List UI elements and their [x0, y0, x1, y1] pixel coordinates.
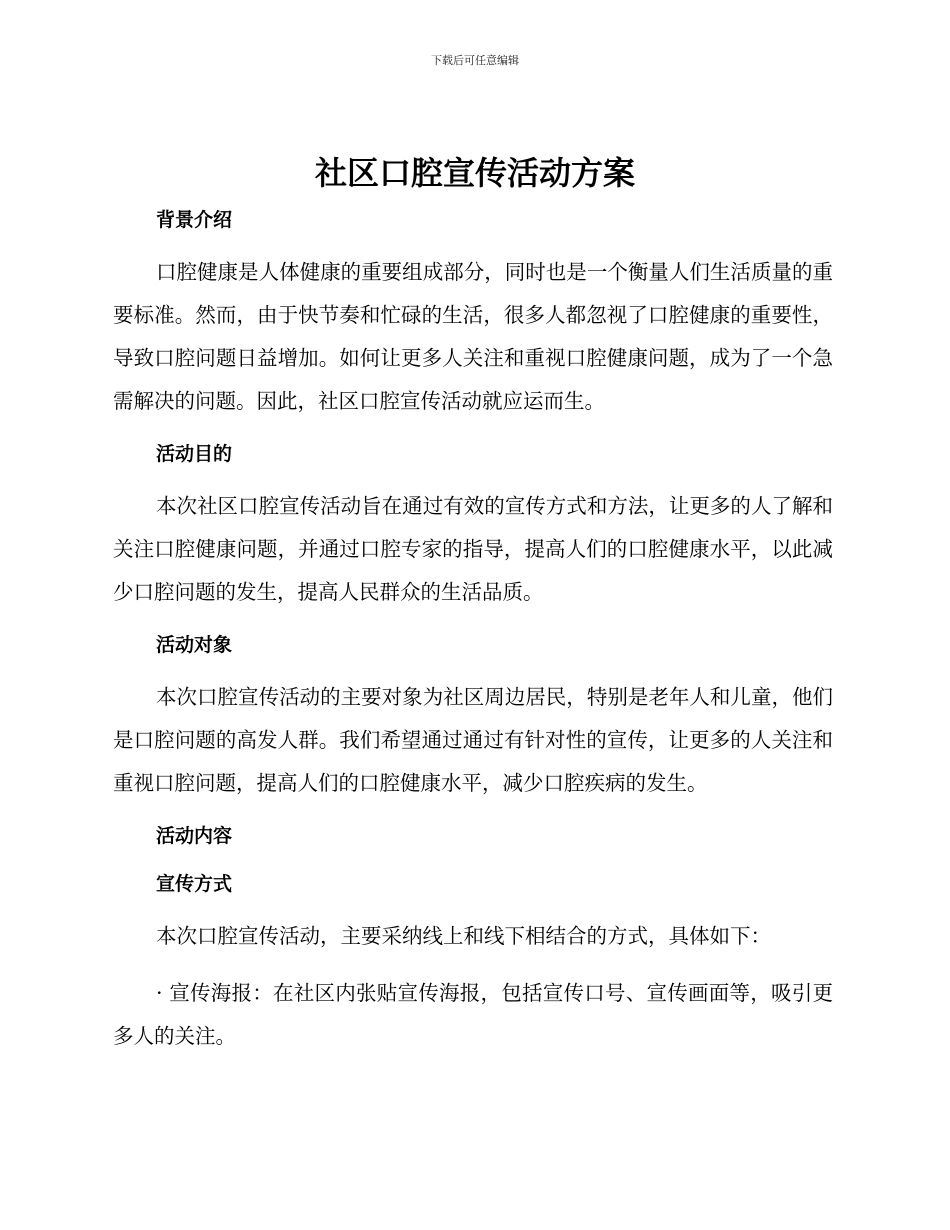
section-heading-audience: 活动对象 [156, 634, 233, 656]
section-heading-purpose: 活动目的 [156, 443, 233, 465]
section-heading-content: 活动内容 [156, 825, 233, 847]
section-heading-background: 背景介绍 [156, 209, 233, 231]
page-header-note: 下载后可任意编辑 [431, 54, 519, 67]
section-paragraph-purpose: 本次社区口腔宣传活动旨在通过有效的宣传方式和方法，让更多的人了解和关注口腔健康问题，并通过口腔专家的指导，提高人们的口腔健康水平，以此减少口腔问题的发生，提高人民群众的生活品质。 [113, 494, 833, 604]
section-paragraph-audience: 本次口腔宣传活动的主要对象为社区周边居民，特别是老年人和儿童，他们是口腔问题的高发人群。我们希望通过通过有针对性的宣传，让更多的人关注和重视口腔问题，提高人们的口腔健康水平，减少口腔疾病的发生。 [113, 685, 833, 795]
document-body [113, 203, 833, 1058]
document-title: 社区口腔宣传活动方案 [314, 154, 635, 192]
section-heading-methods: 宣传方式 [156, 873, 233, 895]
list-item-poster: · 宣传海报：在社区内张贴宣传海报，包括宣传口号、宣传画面等，吸引更多人的关注。 [113, 981, 833, 1048]
section-paragraph-methods-intro: 本次口腔宣传活动，主要采纳线上和线下相结合的方式，具体如下： [156, 924, 771, 948]
section-paragraph-background: 口腔健康是人体健康的重要组成部分，同时也是一个衡量人们生活质量的重要标准。然而，由于快节奏和忙碌的生活，很多人都忽视了口腔健康的重要性，导致口腔问题日益增加。如何让更多人关注和重视口腔健康问题，成为了一个急需解决的问题。因此，社区口腔宣传活动就应运而生。 [113, 260, 833, 413]
